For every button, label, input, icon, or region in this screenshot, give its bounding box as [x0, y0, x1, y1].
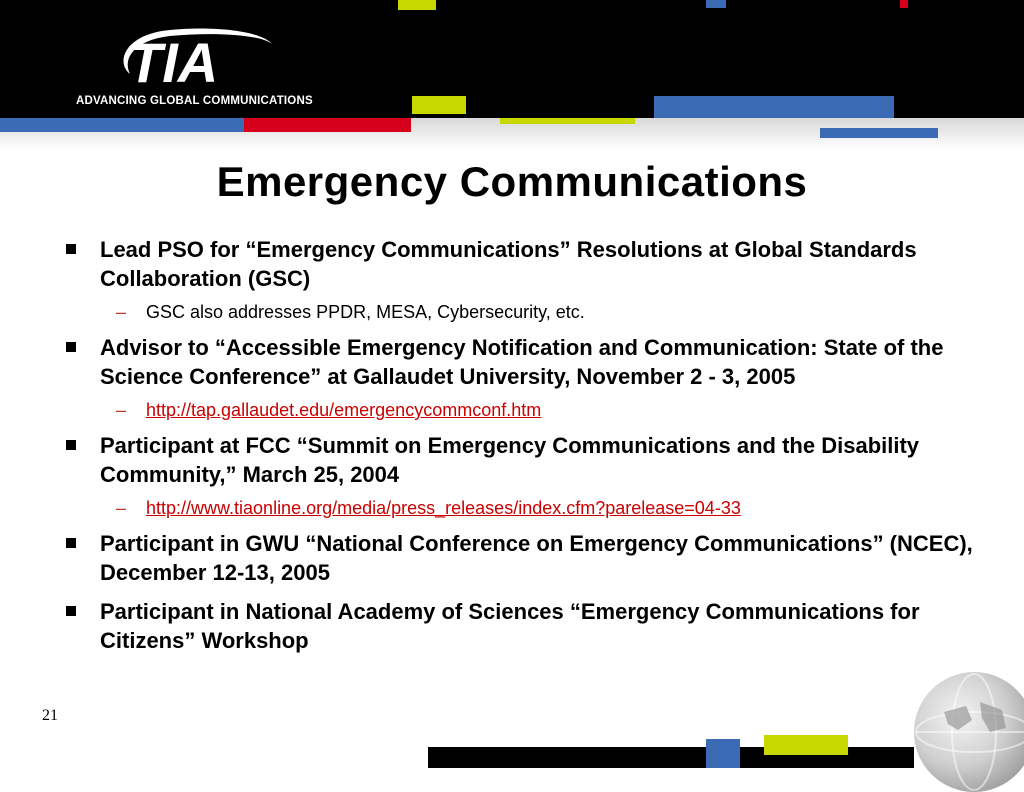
- page-number: 21: [42, 707, 58, 724]
- slide-title: Emergency Communications: [216, 158, 808, 205]
- decor-bar: [244, 118, 411, 132]
- bullet-text: Participant in GWU “National Conference on Emergency Communications” (NCEC), December 12-13, 2005: [100, 531, 973, 585]
- gallaudet-link[interactable]: http://tap.gallaudet.edu/emergencycommconf.htm: [146, 400, 542, 420]
- dash-bullet-icon: –: [116, 498, 127, 518]
- bullet-text: Advisor to “Accessible Emergency Notification and Communication: State of the Science Conference” at Gallaudet University, November 2 - 3, 2005: [100, 335, 944, 389]
- sub-bullet-item: [116, 399, 984, 421]
- decor-bar: [398, 0, 436, 10]
- globe-icon: [914, 672, 1024, 792]
- bullet-text: Lead PSO for “Emergency Communications” Resolutions at Global Standards Collaboration (GSC): [100, 237, 917, 291]
- bullet-text: Participant at FCC “Summit on Emergency Communications and the Disability Community,” March 25, 2004: [100, 433, 920, 487]
- tagline: ADVANCING GLOBAL COMMUNICATIONS: [76, 95, 313, 107]
- tiaonline-link[interactable]: http://www.tiaonline.org/media/press_releases/index.cfm?parelease=04-33: [146, 498, 741, 518]
- bullet-item: [100, 597, 984, 655]
- tia-logo: [110, 22, 280, 92]
- square-bullet-icon: [66, 538, 76, 548]
- decor-bar: [764, 735, 848, 755]
- sub-bullet-item: [116, 301, 984, 323]
- decor-bar: [0, 118, 244, 132]
- bullet-text: Participant in National Academy of Sciences “Emergency Communications for Citizens” Workshop: [100, 599, 920, 653]
- sub-bullet-item: [116, 497, 984, 519]
- dash-bullet-icon: –: [116, 302, 127, 322]
- header-banner: [0, 0, 1024, 150]
- bullet-item: [100, 333, 984, 391]
- decor-bar: [706, 0, 726, 8]
- bullet-item: [100, 431, 984, 489]
- square-bullet-icon: [66, 244, 76, 254]
- dash-bullet-icon: –: [116, 400, 127, 420]
- decor-bar: [706, 739, 740, 768]
- footer-banner: [0, 735, 1024, 768]
- bullet-list: [0, 235, 1024, 655]
- decor-bar: [412, 96, 466, 114]
- square-bullet-icon: [66, 606, 76, 616]
- square-bullet-icon: [66, 342, 76, 352]
- bullet-item: [100, 529, 984, 587]
- decor-bar: [900, 0, 908, 8]
- decor-bar: [820, 128, 938, 138]
- square-bullet-icon: [66, 440, 76, 450]
- logo-text: TIA: [128, 31, 219, 92]
- sub-bullet-text: GSC also addresses PPDR, MESA, Cybersecurity, etc.: [146, 302, 585, 322]
- decor-bar: [654, 96, 894, 118]
- bullet-item: [100, 235, 984, 293]
- decor-bar: [500, 118, 635, 124]
